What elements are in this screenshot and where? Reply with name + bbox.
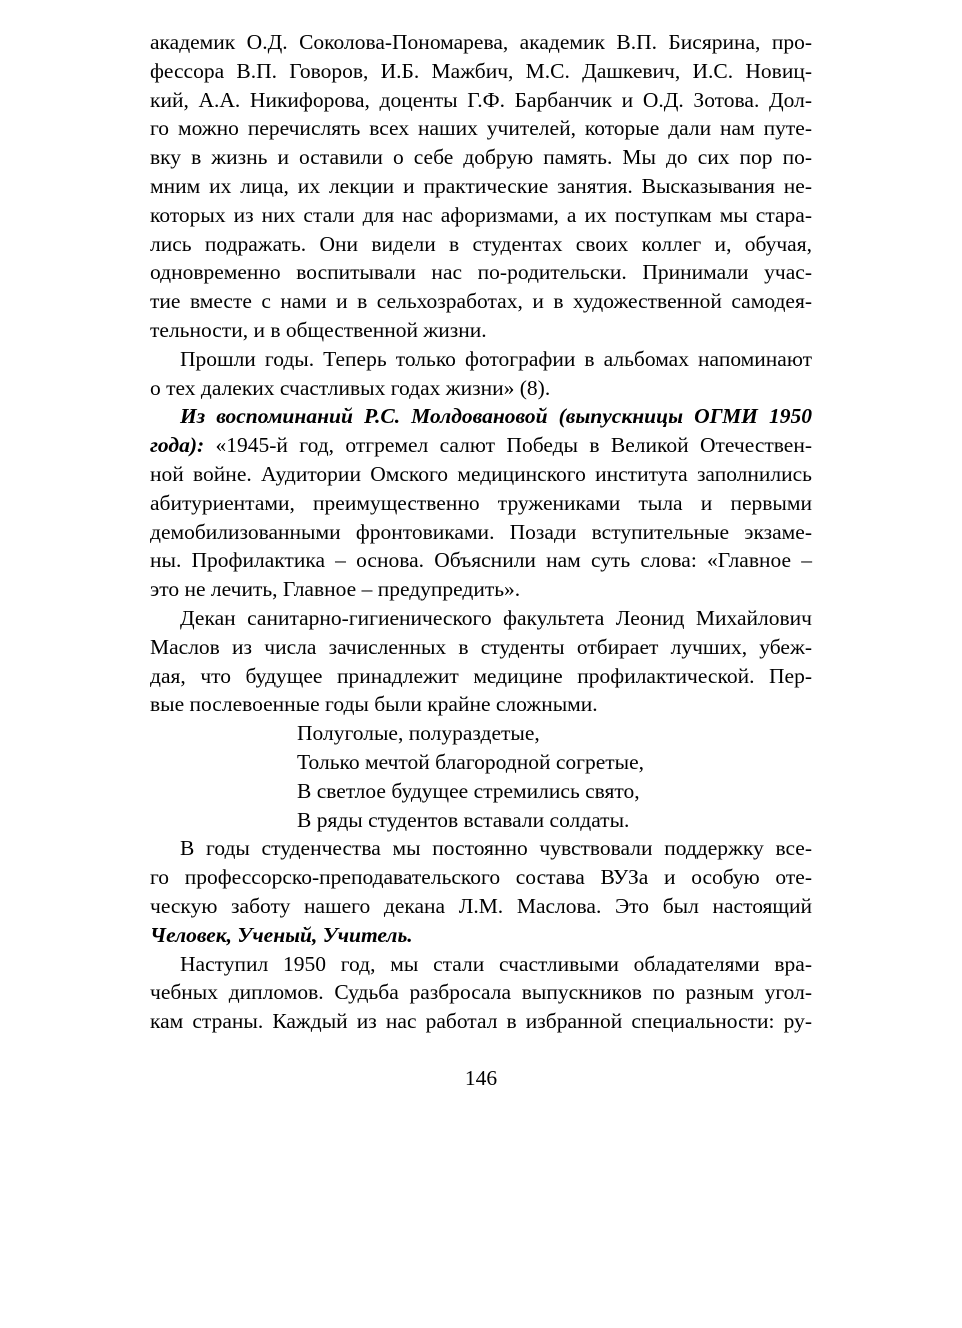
text-line: о тех далеких счастливых годах жизни» (8). — [150, 375, 551, 400]
memoir-heading-end: года): — [150, 433, 205, 458]
poem-line: В ряды студентов вставали солдаты. — [297, 807, 630, 832]
text-line: го можно перечислять всех наших учителей, которые дали нам путе- — [150, 116, 812, 141]
text-line: кий, А.А. Никифорова, доценты Г.Ф. Барбанчик и О.Д. Зотова. Дол- — [150, 87, 812, 112]
text-line: кам страны. Каждый из нас работал в избранной специальности: ру- — [150, 1009, 812, 1034]
text-line: ны. Профилактика – основа. Объяснили нам суть слова: «Главное – — [150, 548, 812, 573]
paragraph-3 — [150, 402, 812, 604]
text-line: Маслов из числа зачисленных в студенты отбирает лучших, убеж- — [150, 634, 812, 659]
poem-line: В светлое будущее стремились свято, — [297, 778, 640, 803]
text-line: это не лечить, Главное – предупредить». — [150, 577, 521, 602]
text-line: демобилизованными фронтовиками. Позади вступительные экзаме- — [150, 519, 812, 544]
paragraph-4 — [150, 604, 812, 719]
text-fragment: «1945-й год, отгремел салют Победы в Великой Отечествен- — [204, 433, 812, 458]
emphasis-text: Человек, Ученый, Учитель. — [150, 922, 413, 947]
poem — [150, 719, 812, 834]
paragraph-5 — [150, 834, 812, 949]
text-line: Декан санитарно-гигиенического факультета Леонид Михайлович — [180, 605, 812, 630]
text-line: лись подражать. Они видели в студентах своих коллег и, обучая, — [150, 231, 812, 256]
text-line: фессора В.П. Говоров, И.Б. Мажбич, М.С. Дашкевич, И.С. Новиц- — [150, 58, 812, 83]
text-line: мним их лица, их лекции и практические занятия. Высказывания не- — [150, 173, 812, 198]
text-line: тие вместе с нами и в сельхозработах, и в художественной самодея- — [150, 289, 812, 314]
text-line: Наступил 1950 год, мы стали счастливыми обладателями вра- — [180, 951, 812, 976]
text-line: ной войне. Аудитории Омского медицинского института заполнились — [150, 461, 812, 486]
paragraph-2 — [150, 345, 812, 403]
memoir-heading: Из воспоминаний Р.С. Молдовановой (выпускницы ОГМИ 1950 — [180, 404, 812, 429]
text-line: В годы студенчества мы постоянно чувствовали поддержку все- — [180, 836, 812, 861]
text-line: тельности, и в общественной жизни. — [150, 317, 487, 342]
text-line: одновременно воспитывали нас по-родительски. Принимали учас- — [150, 260, 812, 285]
text-line: чебных дипломов. Судьба разбросала выпускников по разным угол- — [150, 980, 812, 1005]
text-line: вку в жизнь и оставили о себе добрую память. Мы до сих пор по- — [150, 145, 812, 170]
text-line: дая, что будущее принадлежит медицине профилактической. Пер- — [150, 663, 812, 688]
text-line — [150, 431, 812, 460]
paragraph-6 — [150, 950, 812, 1036]
poem-line: Только мечтой благородной согретые, — [297, 749, 644, 774]
text-line: ческую заботу нашего декана Л.М. Маслова. Это был настоящий — [150, 893, 812, 918]
text-line: Прошли годы. Теперь только фотографии в альбомах напоминают — [180, 346, 812, 371]
paragraph-1 — [150, 28, 812, 345]
page-number: 146 — [464, 1066, 498, 1090]
page-body — [150, 28, 812, 1036]
text-line: которых из них стали для нас афоризмами, а их поступкам мы стара- — [150, 202, 812, 227]
text-line: абитуриентами, преимущественно тружениками тыла и первыми — [150, 490, 812, 515]
text-line: академик О.Д. Соколова-Пономарева, академик В.П. Бисярина, про- — [150, 30, 812, 54]
poem-line: Полуголые, полураздетые, — [297, 721, 540, 746]
text-line: вые послевоенные годы были крайне сложными. — [150, 692, 598, 717]
text-line: го профессорско-преподавательского состава ВУЗа и особую оте- — [150, 865, 812, 890]
